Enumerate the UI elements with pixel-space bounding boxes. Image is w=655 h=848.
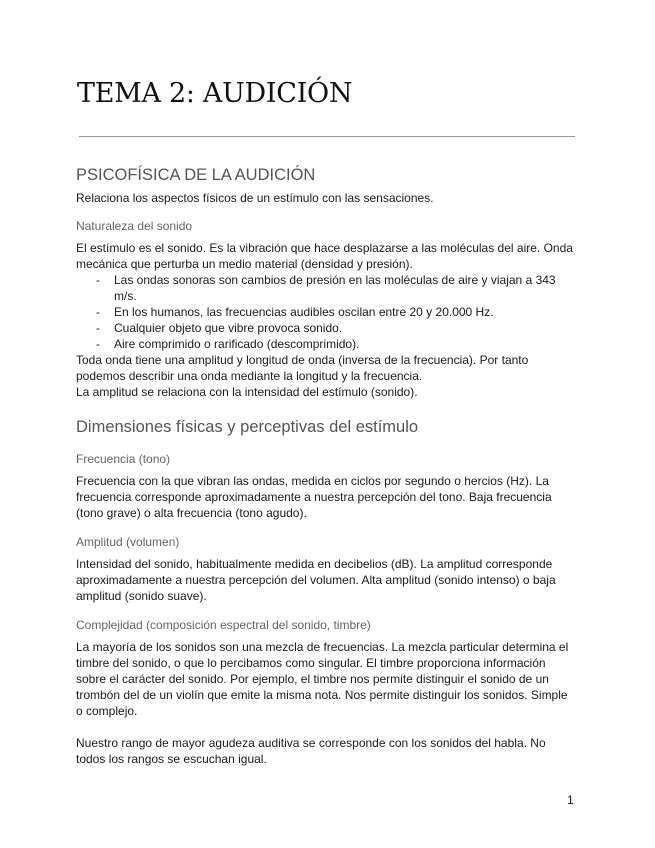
section-intro: Relaciona los aspectos físicos de un estímulo con las sensaciones. xyxy=(76,191,434,205)
amplitud-paragraph: Intensidad del sonido, habitualmente medida en decibelios (dB). La amplitud corresponde aproximadamente a nuestra percepción del volumen. Alta amplitud (sonido intenso) o baja amplitud (sonido suave). xyxy=(76,557,556,603)
naturaleza-bullet-list xyxy=(76,272,576,352)
complejidad-paragraph: La mayoría de los sonidos son una mezcla de frecuencias. La mezcla particular determina el timbre del sonido, o que lo percibamos como singular. El timbre proporciona información sobre el carácter del sonido. Por ejemplo, el timbre nos permite distinguir el sonido de un trombón del de un violín que emite la misma nota. Nos permite distinguir los sonidos. Simple o complejo. xyxy=(76,640,569,718)
naturaleza-paragraph-3: La amplitud se relaciona con la intensidad del estímulo (sonido). xyxy=(76,385,418,399)
paragraph-spacer xyxy=(76,719,576,735)
subheading-naturaleza: Naturaleza del sonido xyxy=(76,219,193,233)
naturaleza-paragraph-2: Toda onda tiene una amplitud y longitud de onda (inversa de la frecuencia). Por tanto podemos describir una onda mediante la longitud y la frecuencia. xyxy=(76,353,529,383)
page-title: TEMA 2: AUDICIÓN xyxy=(77,78,353,109)
subheading-frecuencia: Frecuencia (tono) xyxy=(76,452,171,466)
section-heading-psicofisica: PSICOFÍSICA DE LA AUDICIÓN xyxy=(76,166,316,184)
closing-paragraph: Nuestro rango de mayor agudeza auditiva se corresponde con los sonidos del habla. No todos los rangos se escuchan igual. xyxy=(76,736,546,766)
title-divider xyxy=(79,136,575,137)
page-number: 1 xyxy=(567,793,574,807)
list-item: - Aire comprimido o rarificado (descomprimido). xyxy=(96,336,576,352)
list-item: - Las ondas sonoras son cambios de presión en las moléculas de aire y viajan a 343 m/s. xyxy=(96,272,576,304)
document-body xyxy=(76,164,576,767)
subheading-complejidad: Complejidad (composición espectral del sonido, timbre) xyxy=(76,618,371,632)
subheading-amplitud: Amplitud (volumen) xyxy=(76,535,180,549)
section-heading-dimensiones: Dimensiones físicas y perceptivas del estímulo xyxy=(76,418,419,436)
list-item: - Cualquier objeto que vibre provoca sonido. xyxy=(96,320,576,336)
naturaleza-paragraph-1: El estímulo es el sonido. Es la vibración que hace desplazarse a las moléculas del aire. Onda mecánica que perturba un medio material (densidad y presión). xyxy=(76,241,573,271)
list-item: - En los humanos, las frecuencias audibles oscilan entre 20 y 20.000 Hz. xyxy=(96,304,576,320)
frecuencia-paragraph: Frecuencia con la que vibran las ondas, medida en ciclos por segundo o hercios (Hz). La frecuencia corresponde aproximadamente a nuestra percepción del tono. Baja frecuencia (tono grave) o alta frecuencia (tono agudo). xyxy=(76,474,552,520)
